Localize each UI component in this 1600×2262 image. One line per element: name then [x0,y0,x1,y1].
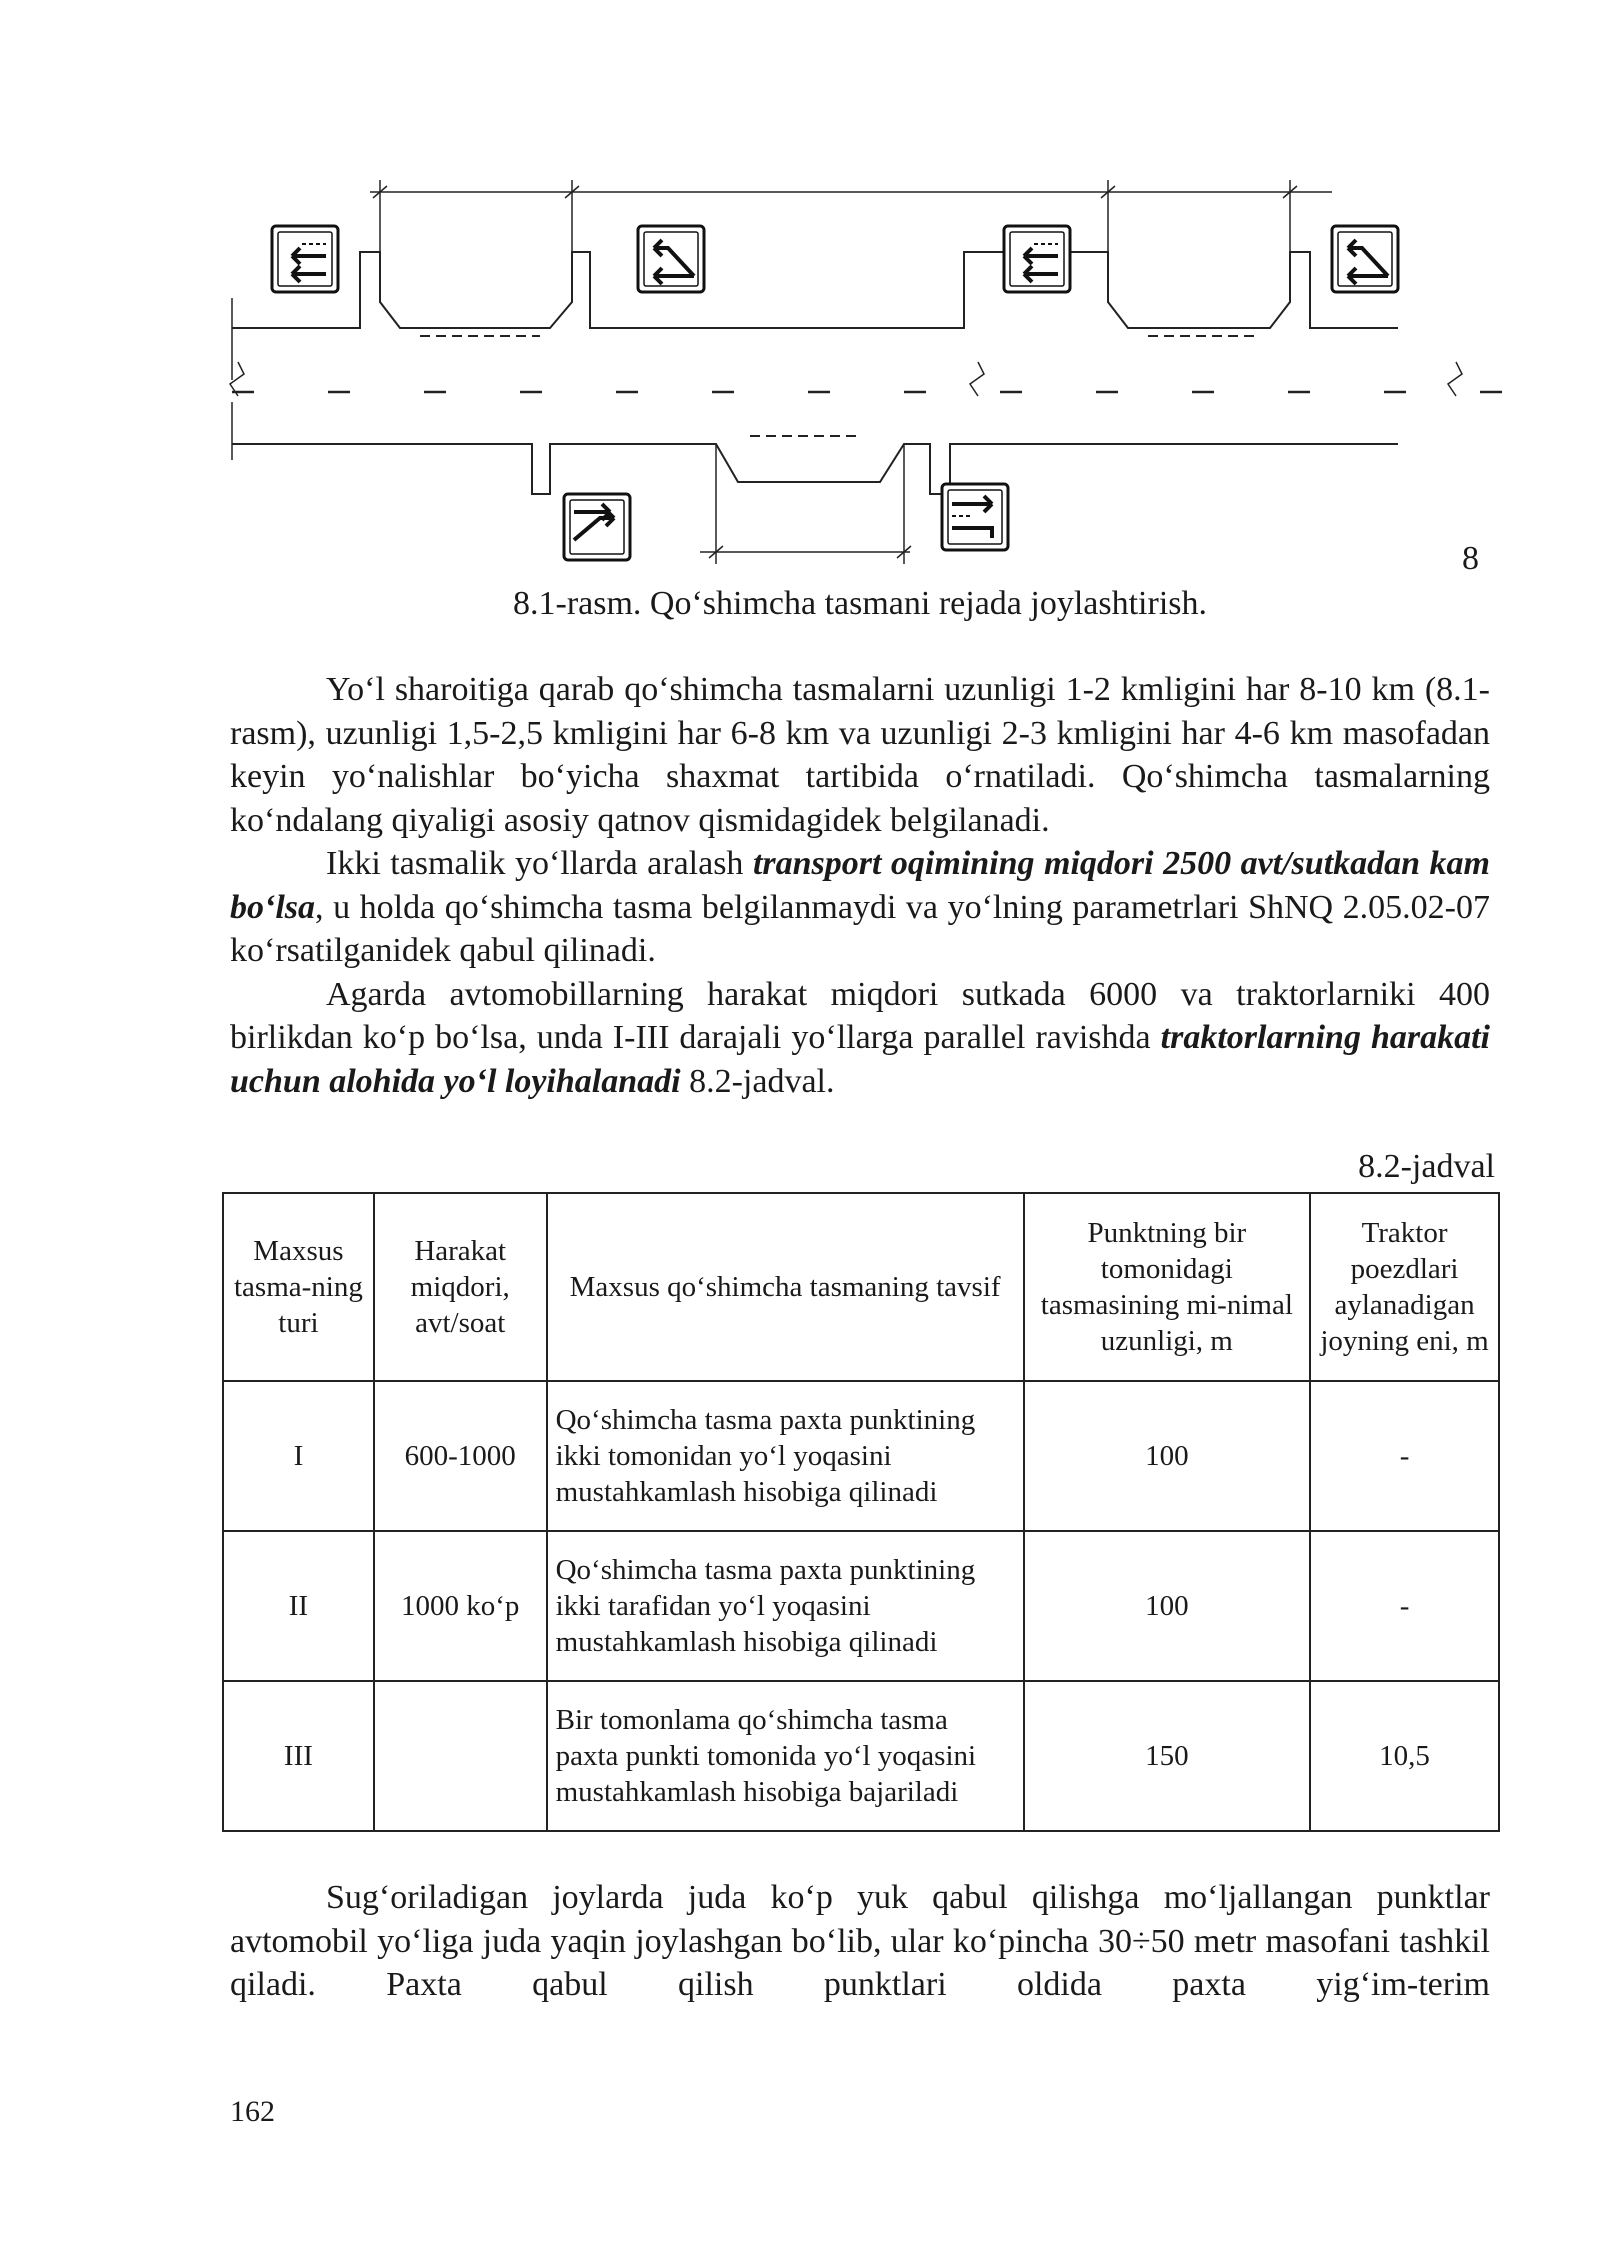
cell-type: I [223,1381,374,1531]
emphasis-tractor-road: traktorlarning harakati uchun alohida yo‘l loyihalanadi [230,1019,1490,1100]
left-exit-sign-icon [272,226,338,292]
left-exit-sign-icon [1004,226,1070,292]
left-merge-sign-icon [1332,226,1398,292]
cell-description: Qo‘shimcha tasma paxta punktining ikki tomonidan yo‘l yoqasini mustahkamlash hisobiga qilinadi [547,1381,1024,1531]
paragraph-1: Yo‘l sharoitiga qarab qo‘shimcha tasmalarni uzunligi 1-2 kmligini har 8-10 km (8.1-rasm), uzunligi 1,5-2,5 kmligini har 6-8 km va uzunligi 2-3 kmligini har 4-6 km masofadan keyin yo‘nalishlar bo‘yicha shaxmat tartibida o‘rnatiladi. Qo‘shimcha tasmalarning ko‘ndalang qiyaligi asosiy qatnov qismidagidek belgilanadi. [230,671,1490,839]
cell-length: 100 [1024,1381,1311,1531]
left-merge-sign-icon [638,226,704,292]
paragraph-2: Ikki tasmalik yo‘llarda aralash transport oqimining miqdori 2500 avt/sutkadan kam bo‘lsa, u holda qo‘shimcha tasma belgilanmaydi va yo‘lning parametrlari ShNQ 2.05.02-07 ko‘rsatilganidek qabul qilinadi. [230,845,1490,969]
table-row [223,1531,1499,1681]
header-turn-width: Traktor poezdlari aylanadigan joyning eni, m [1310,1193,1499,1381]
header-description: Maxsus qo‘shimcha tasmaning tavsif [547,1193,1024,1381]
page-number: 162 [230,2095,275,2128]
cell-traffic: 1000 ko‘p [374,1531,547,1681]
cell-type: II [223,1531,374,1681]
cell-description: Qo‘shimcha tasma paxta punktining ikki tarafidan yo‘l yoqasini mustahkamlash hisobiga qilinadi [547,1531,1024,1681]
header-lane-type: Maxsus tasma-ning turi [223,1193,374,1381]
emphasis-transport-flow: transport oqimining miqdori 2500 avt/sutkadan kam bo‘lsa [230,845,1490,926]
cell-traffic: 600-1000 [374,1381,547,1531]
cell-type: III [223,1681,374,1831]
table-row [223,1681,1499,1831]
cell-traffic [374,1681,547,1831]
paragraph-4: Sug‘oriladigan joylarda juda ko‘p yuk qabul qilishga mo‘ljallangan punktlar avtomobil yo‘liga juda yaqin joylashgan bo‘lib, ular ko‘pincha 30÷50 metr masofani tashkil qiladi. Paxta qabul qilish punktlari oldida paxta yig‘im-terim [230,1879,1490,2003]
figure-scale-marker: 8 [1462,540,1479,577]
table-label: 8.2-jadval [1358,1148,1495,1185]
lane-spec-table [222,1192,1500,1832]
right-merge-sign-icon [942,484,1008,550]
header-traffic: Harakat miqdori, avt/soat [374,1193,547,1381]
cell-width: - [1310,1381,1499,1531]
road-plan-figure [220,170,1540,570]
table-header-row [223,1193,1499,1381]
paragraph-3: Agarda avtomobillarning harakat miqdori sutkada 6000 va traktorlarniki 400 birlikdan ko‘p bo‘lsa, unda I-III darajali yo‘llarga parallel ravishda traktorlarning harakati uchun alohida yo‘l loyihalanadi 8.2-jadval. [230,975,1490,1100]
cell-length: 150 [1024,1681,1311,1831]
cell-description: Bir tomonlama qo‘shimcha tasma paxta punkti tomonida yo‘l yoqasini mustahkamlash hisobiga bajariladi [547,1681,1024,1831]
main-text [230,668,1490,1103]
table-row [223,1381,1499,1531]
cell-width: 10,5 [1310,1681,1499,1831]
closing-text [230,1876,1490,2007]
right-exit-sign-icon [564,494,630,560]
figure-caption: 8.1-rasm. Qo‘shimcha tasmani rejada joylashtirish. [513,585,1207,622]
header-min-length: Punktning bir tomonidagi tasmasining mi-nimal uzunligi, m [1024,1193,1311,1381]
cell-length: 100 [1024,1531,1311,1681]
cell-width: - [1310,1531,1499,1681]
